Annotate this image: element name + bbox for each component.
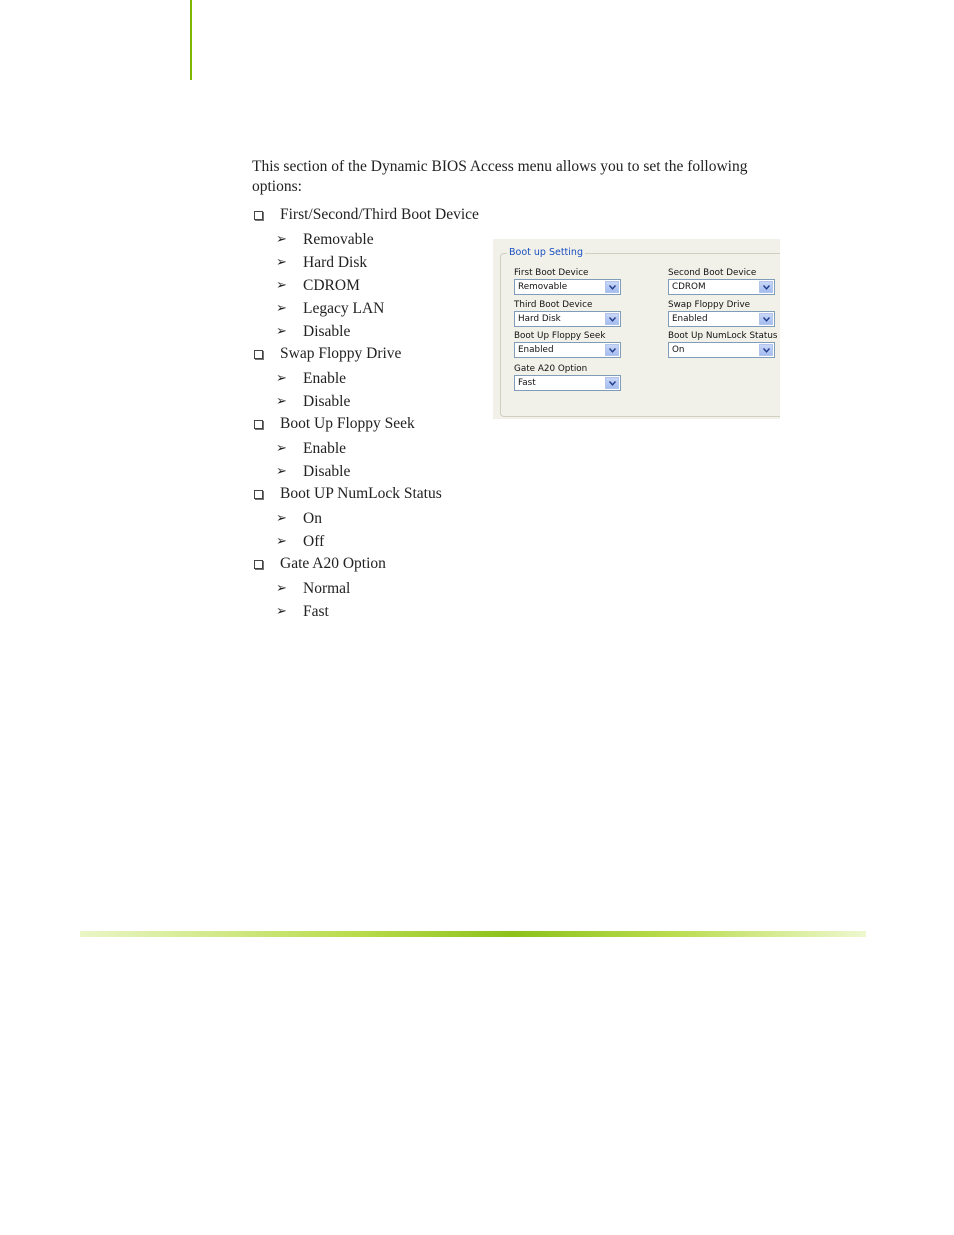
field-label: Boot Up Floppy Seek <box>514 331 606 341</box>
option-label: First/Second/Third Boot Device <box>280 206 479 223</box>
chevron-down-icon[interactable] <box>759 344 773 356</box>
option-swap-floppy <box>252 343 479 413</box>
margin-rule <box>190 0 192 80</box>
field-label: First Boot Device <box>514 268 589 278</box>
gate-a20-select[interactable]: Fast <box>514 375 621 391</box>
chevron-down-icon[interactable] <box>759 313 773 325</box>
numlock-status-field <box>668 330 777 358</box>
chevron-down-icon[interactable] <box>605 313 619 325</box>
options-list <box>252 204 479 623</box>
option-label: Boot UP NumLock Status <box>280 485 442 502</box>
option-value: ➢ Normal <box>252 577 479 600</box>
option-value: ➢ Fast <box>252 600 479 623</box>
chevron-down-icon[interactable] <box>605 377 619 389</box>
swap-floppy-drive-field <box>668 299 775 327</box>
group-title: Boot up Setting <box>509 247 583 258</box>
arrow-bullet-icon: ➢ <box>276 441 287 456</box>
first-boot-device-field <box>514 267 621 295</box>
chevron-down-icon[interactable] <box>605 281 619 293</box>
option-value: ➢ Disable <box>252 460 479 483</box>
floppy-seek-select[interactable]: Enabled <box>514 342 621 358</box>
arrow-bullet-icon: ➢ <box>276 301 287 316</box>
option-value: ➢ Enable <box>252 437 479 460</box>
arrow-bullet-icon: ➢ <box>276 511 287 526</box>
boot-settings-panel <box>493 239 780 419</box>
option-value: ➢ Removable <box>252 228 479 251</box>
option-value: ➢ Disable <box>252 320 479 343</box>
option-label: Swap Floppy Drive <box>280 345 402 362</box>
field-label: Gate A20 Option <box>514 364 588 374</box>
option-numlock <box>252 483 479 553</box>
numlock-status-select[interactable]: On <box>668 342 775 358</box>
field-label: Swap Floppy Drive <box>668 300 751 310</box>
swap-floppy-drive-select[interactable]: Enabled <box>668 311 775 327</box>
option-boot-device <box>252 204 479 343</box>
second-boot-device-field <box>668 267 775 295</box>
second-boot-device-select[interactable]: CDROM <box>668 279 775 295</box>
floppy-seek-field <box>514 330 621 358</box>
arrow-bullet-icon: ➢ <box>276 581 287 596</box>
third-boot-device-field <box>514 299 621 327</box>
option-label: Gate A20 Option <box>280 555 386 572</box>
arrow-bullet-icon: ➢ <box>276 324 287 339</box>
third-boot-device-select[interactable]: Hard Disk <box>514 311 621 327</box>
gate-a20-field <box>514 363 621 391</box>
option-value: ➢ Hard Disk <box>252 251 479 274</box>
arrow-bullet-icon: ➢ <box>276 278 287 293</box>
checkbox-bullet-icon <box>254 560 263 569</box>
chevron-down-icon[interactable] <box>759 281 773 293</box>
option-value: ➢ Off <box>252 530 479 553</box>
option-gate-a20 <box>252 553 479 623</box>
arrow-bullet-icon: ➢ <box>276 255 287 270</box>
arrow-bullet-icon: ➢ <box>276 534 287 549</box>
checkbox-bullet-icon <box>254 211 263 220</box>
chevron-down-icon[interactable] <box>605 344 619 356</box>
checkbox-bullet-icon <box>254 350 263 359</box>
option-floppy-seek <box>252 413 479 483</box>
checkbox-bullet-icon <box>254 490 263 499</box>
option-value: ➢ Disable <box>252 390 479 413</box>
field-label: Second Boot Device <box>668 268 757 278</box>
arrow-bullet-icon: ➢ <box>276 604 287 619</box>
arrow-bullet-icon: ➢ <box>276 394 287 409</box>
checkbox-bullet-icon <box>254 420 263 429</box>
option-value: ➢ Enable <box>252 367 479 390</box>
footer-gradient-rule <box>80 931 866 937</box>
field-label: Boot Up NumLock Status <box>668 331 778 341</box>
option-label: Boot Up Floppy Seek <box>280 415 415 432</box>
field-label: Third Boot Device <box>514 300 593 310</box>
option-value: ➢ On <box>252 507 479 530</box>
arrow-bullet-icon: ➢ <box>276 371 287 386</box>
option-value: ➢ Legacy LAN <box>252 297 479 320</box>
arrow-bullet-icon: ➢ <box>276 232 287 247</box>
option-value: ➢ CDROM <box>252 274 479 297</box>
arrow-bullet-icon: ➢ <box>276 464 287 479</box>
intro-paragraph: This section of the Dynamic BIOS Access menu allows you to set the following options: <box>252 158 748 195</box>
first-boot-device-select[interactable]: Removable <box>514 279 621 295</box>
